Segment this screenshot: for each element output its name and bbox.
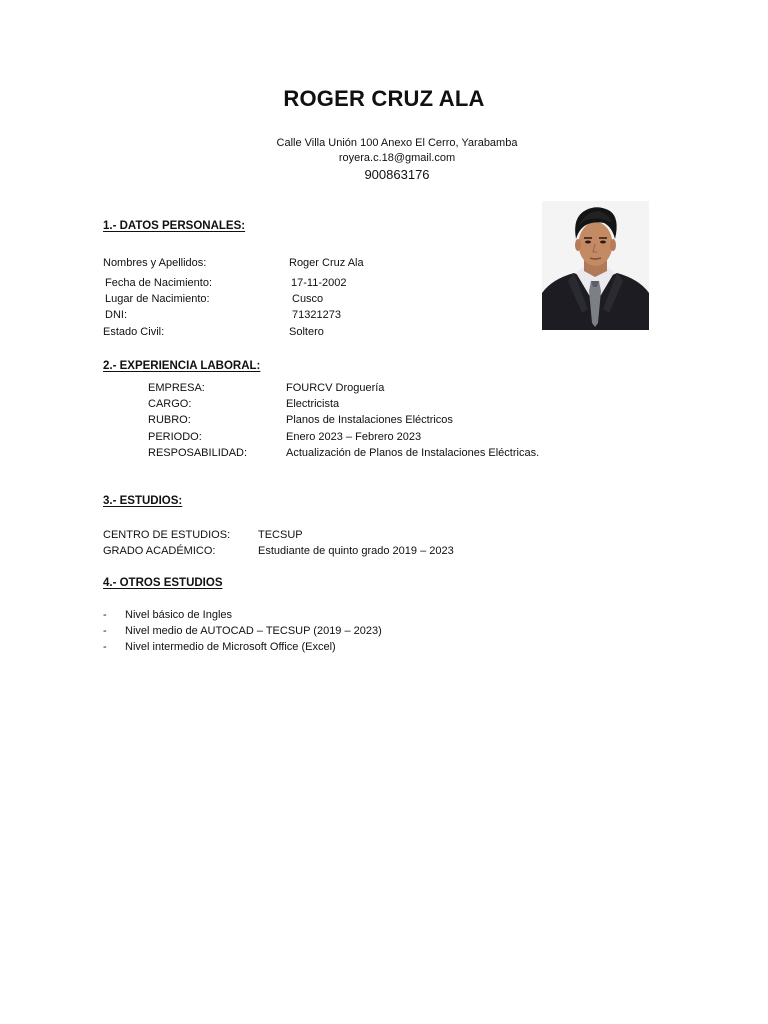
studies-value: TECSUP [258, 529, 303, 541]
experience-value: Actualización de Planos de Instalaciones Eléctricas. [286, 447, 540, 459]
list-item: Nivel básico de Ingles [125, 609, 233, 621]
studies-value: Estudiante de quinto grado 2019 – 2023 [258, 545, 454, 557]
studies-label: GRADO ACADÉMICO: [103, 545, 216, 557]
personal-label: Lugar de Nacimiento: [105, 293, 210, 305]
cv-name: ROGER CRUZ ALA [283, 86, 485, 111]
studies-label: CENTRO DE ESTUDIOS: [103, 529, 231, 541]
personal-label: Fecha de Nacimiento: [105, 277, 212, 289]
bullet-marker: - [103, 625, 107, 637]
personal-value: Roger Cruz Ala [289, 257, 364, 269]
personal-value: Soltero [289, 326, 324, 338]
experience-label: RUBRO: [148, 414, 191, 426]
personal-label: DNI: [105, 309, 127, 321]
experience-value: Electricista [286, 398, 340, 410]
list-item: Nivel intermedio de Microsoft Office (Excel) [125, 641, 336, 653]
list-item: Nivel medio de AUTOCAD – TECSUP (2019 – 2023) [125, 625, 382, 637]
experience-label: RESPOSABILIDAD: [148, 447, 248, 459]
personal-label: Nombres y Apellidos: [103, 257, 207, 269]
personal-value: 71321273 [292, 309, 341, 321]
experience-value: Planos de Instalaciones Eléctricos [286, 414, 453, 426]
contact-phone: 900863176 [364, 167, 430, 182]
section-heading-studies: 3.- ESTUDIOS: [103, 495, 183, 507]
section-heading-personal: 1.- DATOS PERSONALES: [103, 220, 246, 232]
profile-photo [542, 201, 649, 330]
section-heading-other-studies: 4.- OTROS ESTUDIOS [103, 577, 223, 589]
personal-value: 17-11-2002 [291, 277, 347, 289]
experience-label: EMPRESA: [148, 382, 205, 394]
experience-label: CARGO: [148, 398, 192, 410]
personal-label: Estado Civil: [103, 326, 165, 338]
contact-email: royera.c.18@gmail.com [338, 152, 456, 164]
experience-label: PERIODO: [148, 431, 202, 443]
personal-value: Cusco [292, 293, 324, 305]
section-heading-experience: 2.- EXPERIENCIA LABORAL: [103, 360, 261, 372]
experience-value: FOURCV Droguería [286, 382, 385, 394]
contact-address: Calle Villa Unión 100 Anexo El Cerro, Yarabamba [276, 137, 518, 149]
bullet-marker: - [103, 609, 107, 621]
experience-value: Enero 2023 – Febrero 2023 [286, 431, 422, 443]
bullet-marker: - [103, 641, 107, 653]
